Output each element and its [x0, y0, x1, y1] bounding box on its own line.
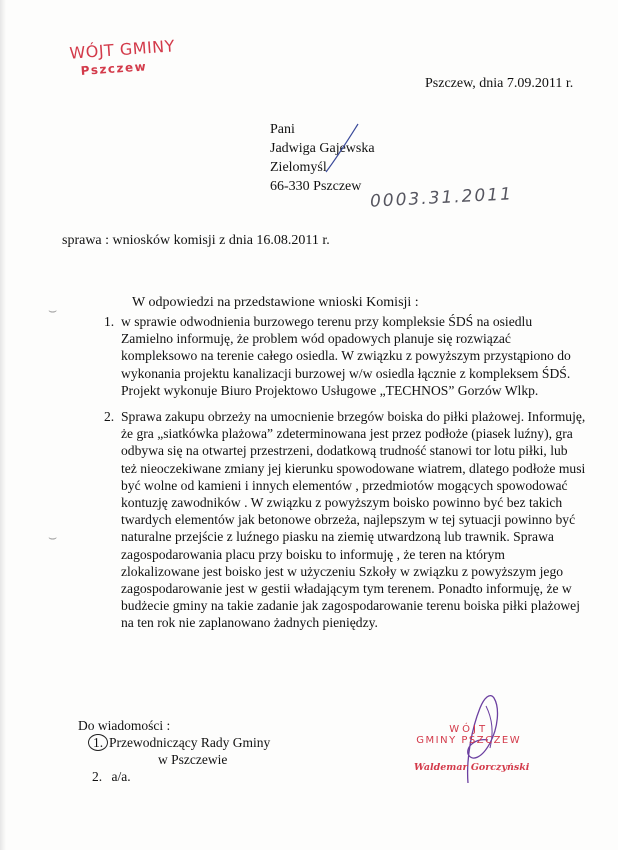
letter-date: Pszczew, dnia 7.09.2011 r.	[425, 76, 574, 91]
wojt-gminy-stamp	[69, 36, 177, 81]
margin-tick-mark: ⌣	[48, 303, 58, 319]
pen-strokes	[318, 122, 378, 182]
stamp-title: WÓJT GMINY	[68, 36, 176, 63]
stamp-role: WÓJT	[449, 724, 489, 735]
distribution-item-text: Przewodniczący Rady Gminy	[109, 735, 271, 750]
distribution-item-number: 2.	[92, 769, 103, 784]
list-item-text: w sprawie odwodnienia burzowego terenu przy kompleksie ŚDŚ na osiedlu Zamielno informuję, że problem wód opadowych planuje się rozwiązać kompleksowo na terenie całego osiedla. W związku z powyższym przystąpiono do wykonania projektu kanalizacji burzowej w/w osiedla łącznie z kompleksem ŚDŚ. Projekt wykonuje Biuro Projektowo Usługowe „TECHNOS” Gorzów Wlkp.	[121, 314, 571, 398]
distribution-heading: Do wiadomości :	[78, 718, 171, 733]
stamp-office: GMINY PSZCZEW	[416, 735, 522, 746]
distribution-item-text: a/a.	[111, 769, 131, 784]
distribution-item-number: 1.	[88, 734, 108, 751]
list-item-number: 1.	[104, 314, 115, 329]
list-item-number: 2.	[104, 409, 115, 424]
recipient-name: Jadwiga Gajewska	[270, 141, 375, 156]
recipient-postal: 66-330 Pszczew	[270, 179, 362, 194]
recipient-town: Zielomyśl	[270, 160, 327, 175]
body-intro: W odpowiedzi na przedstawione wnioski Komisji :	[132, 295, 419, 310]
letter-subject: sprawa : wniosków komisji z dnia 16.08.2011 r.	[62, 233, 330, 248]
scan-edge-shadow	[0, 0, 6, 850]
distribution-list	[78, 717, 270, 785]
margin-tick-mark: ⌣	[48, 530, 58, 546]
list-item-text: Sprawa zakupu obrzeży na umocnienie brzegów boiska do piłki plażowej. Informuję, że gra „siatkówka plażowa” zdeterminowana jest przez podłoże (piasek luźny), gra odbywa się na otwartej przestrzeni, dodatkową trudność stanowi tor lotu piłki, lub też nieoczekiwane zmiany jej kierunku spowodowane wiatrem, dlatego podłoże musi być wolne od kamieni i innych elementów , przedmiotów mogących spowodować kontuzję zawodników . W związku z powyższym boisko powinno być bez takich twardych elementów jak betonowe obrzeża, najlepszym w tej sytuacji powinno być naturalne przejście z luźnego piasku na ziemię utwardzoną lub trawnik. Sprawa zagospodarowania placu przy boisku to informuję , że teren na którym zlokalizowane jest boisko jest w użyczeniu Szkoły w związku z powyższym jego zagospodarowanie jest w gestii władającym tym terenem. Ponadto informuję, że w budżecie gminy na takie zadanie jak zagospodarowanie terenu boiska piłki plażowej na ten rok nie zaplanowano żadnych pieniędzy.	[121, 409, 586, 631]
distribution-item-continuation: w Pszczewie	[158, 752, 228, 767]
handwritten-reference-number: 0003.31.2011	[369, 184, 514, 212]
distribution-item	[78, 768, 270, 785]
official-signature-stamp	[408, 724, 529, 773]
stamp-official-name: Waldemar Gorczyński	[414, 762, 530, 773]
stamp-municipality: Pszczew	[80, 59, 148, 78]
distribution-item	[78, 734, 270, 751]
recipient-salutation: Pani	[270, 122, 295, 137]
